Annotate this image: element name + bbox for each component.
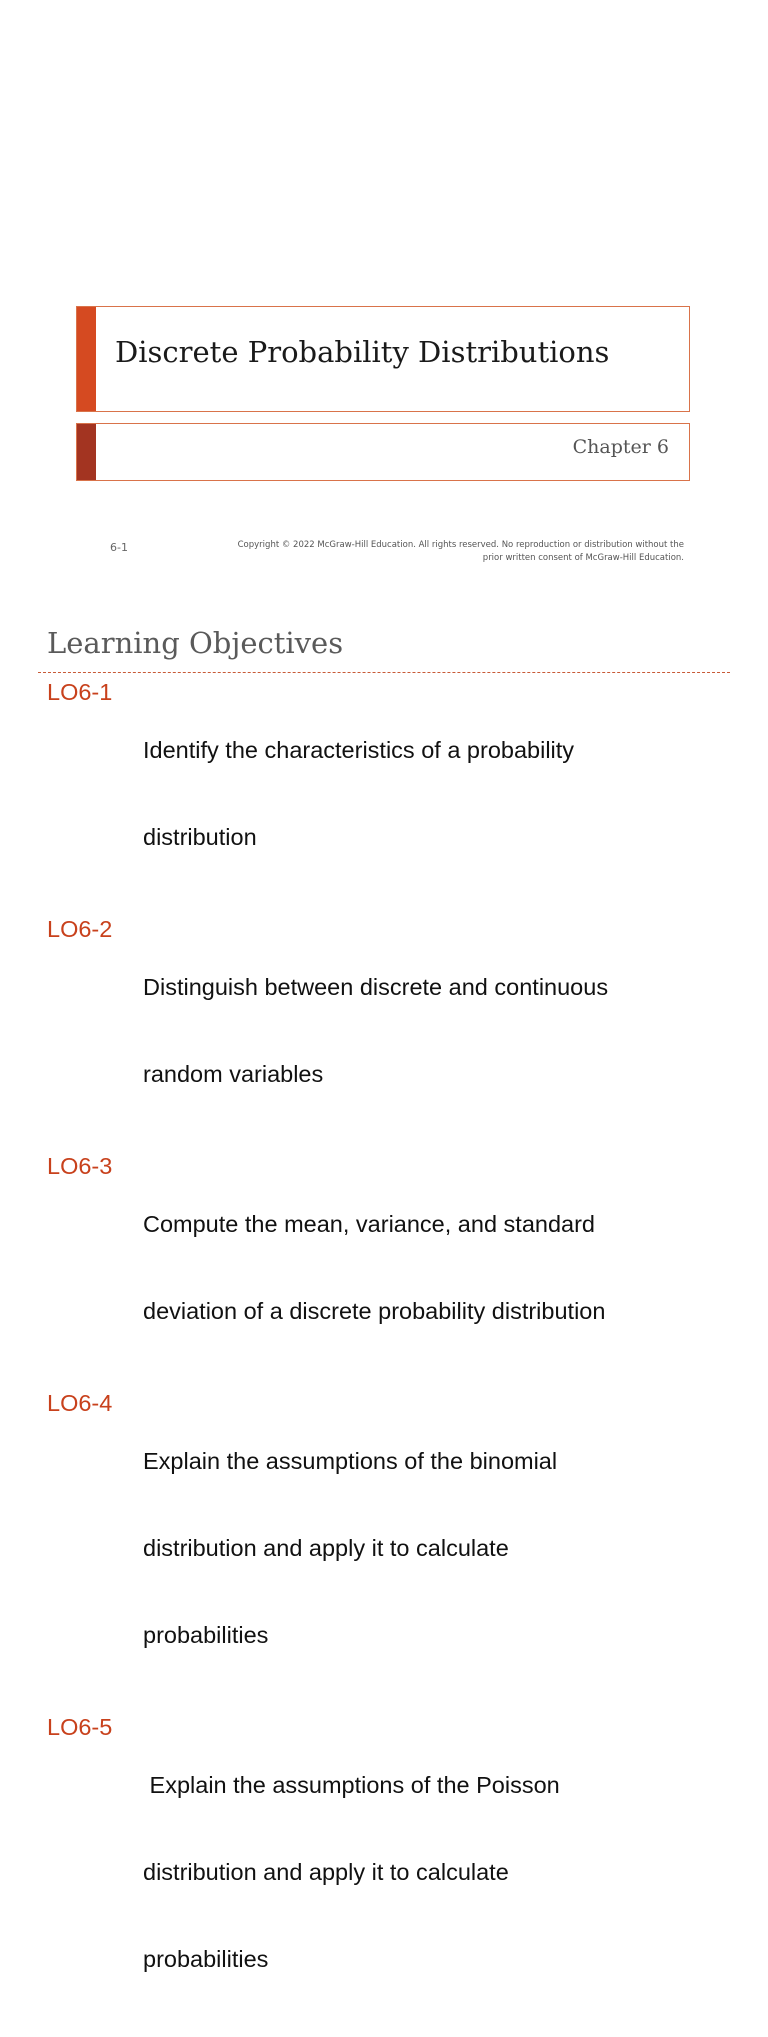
objective-text [143, 1152, 743, 1384]
objective-text [143, 915, 743, 1147]
objective-code: LO6-2 [47, 916, 113, 942]
slide-number: 6-1 [110, 541, 128, 554]
objective-line: distribution [143, 824, 257, 850]
title-divider [38, 672, 730, 673]
slide-subtitle: Chapter 6 [572, 436, 669, 458]
objective-code: LO6-4 [47, 1390, 113, 1416]
objective-code: LO6-3 [47, 1153, 113, 1179]
objective-text [143, 678, 743, 910]
subtitle-accent-bar [77, 424, 96, 480]
objective-line: Explain the assumptions of the binomial [143, 1448, 558, 1474]
title-slide [0, 0, 768, 590]
objective-item [47, 1152, 747, 1384]
title-box [76, 306, 690, 412]
objective-line: Explain the assumptions of the Poisson [143, 1772, 560, 1798]
slide-title: Discrete Probability Distributions [115, 335, 610, 369]
objectives-slide [0, 590, 768, 1972]
objective-item [47, 678, 747, 910]
objective-text [143, 1713, 743, 2032]
objective-line: probabilities [143, 1946, 269, 1972]
objective-line: random variables [143, 1061, 324, 1087]
objective-line: distribution and apply it to calculate [143, 1535, 509, 1561]
objective-line: probabilities [143, 1622, 269, 1648]
copyright-line: Copyright © 2022 McGraw-Hill Education. All rights reserved. No reproduction or distribution without the [237, 540, 684, 550]
objective-code: LO6-1 [47, 679, 113, 705]
objective-line: distribution and apply it to calculate [143, 1859, 509, 1885]
objective-text [143, 1389, 743, 1708]
objective-line: Distinguish between discrete and continuous [143, 974, 609, 1000]
subtitle-box [76, 423, 690, 481]
objective-line: deviation of a discrete probability distribution [143, 1298, 606, 1324]
objective-line: Identify the characteristics of a probability [143, 737, 575, 763]
objective-line: Compute the mean, variance, and standard [143, 1211, 595, 1237]
copyright-line: prior written consent of McGraw-Hill Education. [482, 553, 684, 563]
objective-code: LO6-5 [47, 1714, 113, 1740]
objective-item [47, 1713, 747, 2032]
title-accent-bar [77, 307, 96, 411]
objective-item [47, 1389, 747, 1708]
objectives-list [47, 678, 747, 2037]
copyright-notice [204, 539, 684, 565]
objectives-title: Learning Objectives [47, 626, 344, 660]
objective-item [47, 915, 747, 1147]
